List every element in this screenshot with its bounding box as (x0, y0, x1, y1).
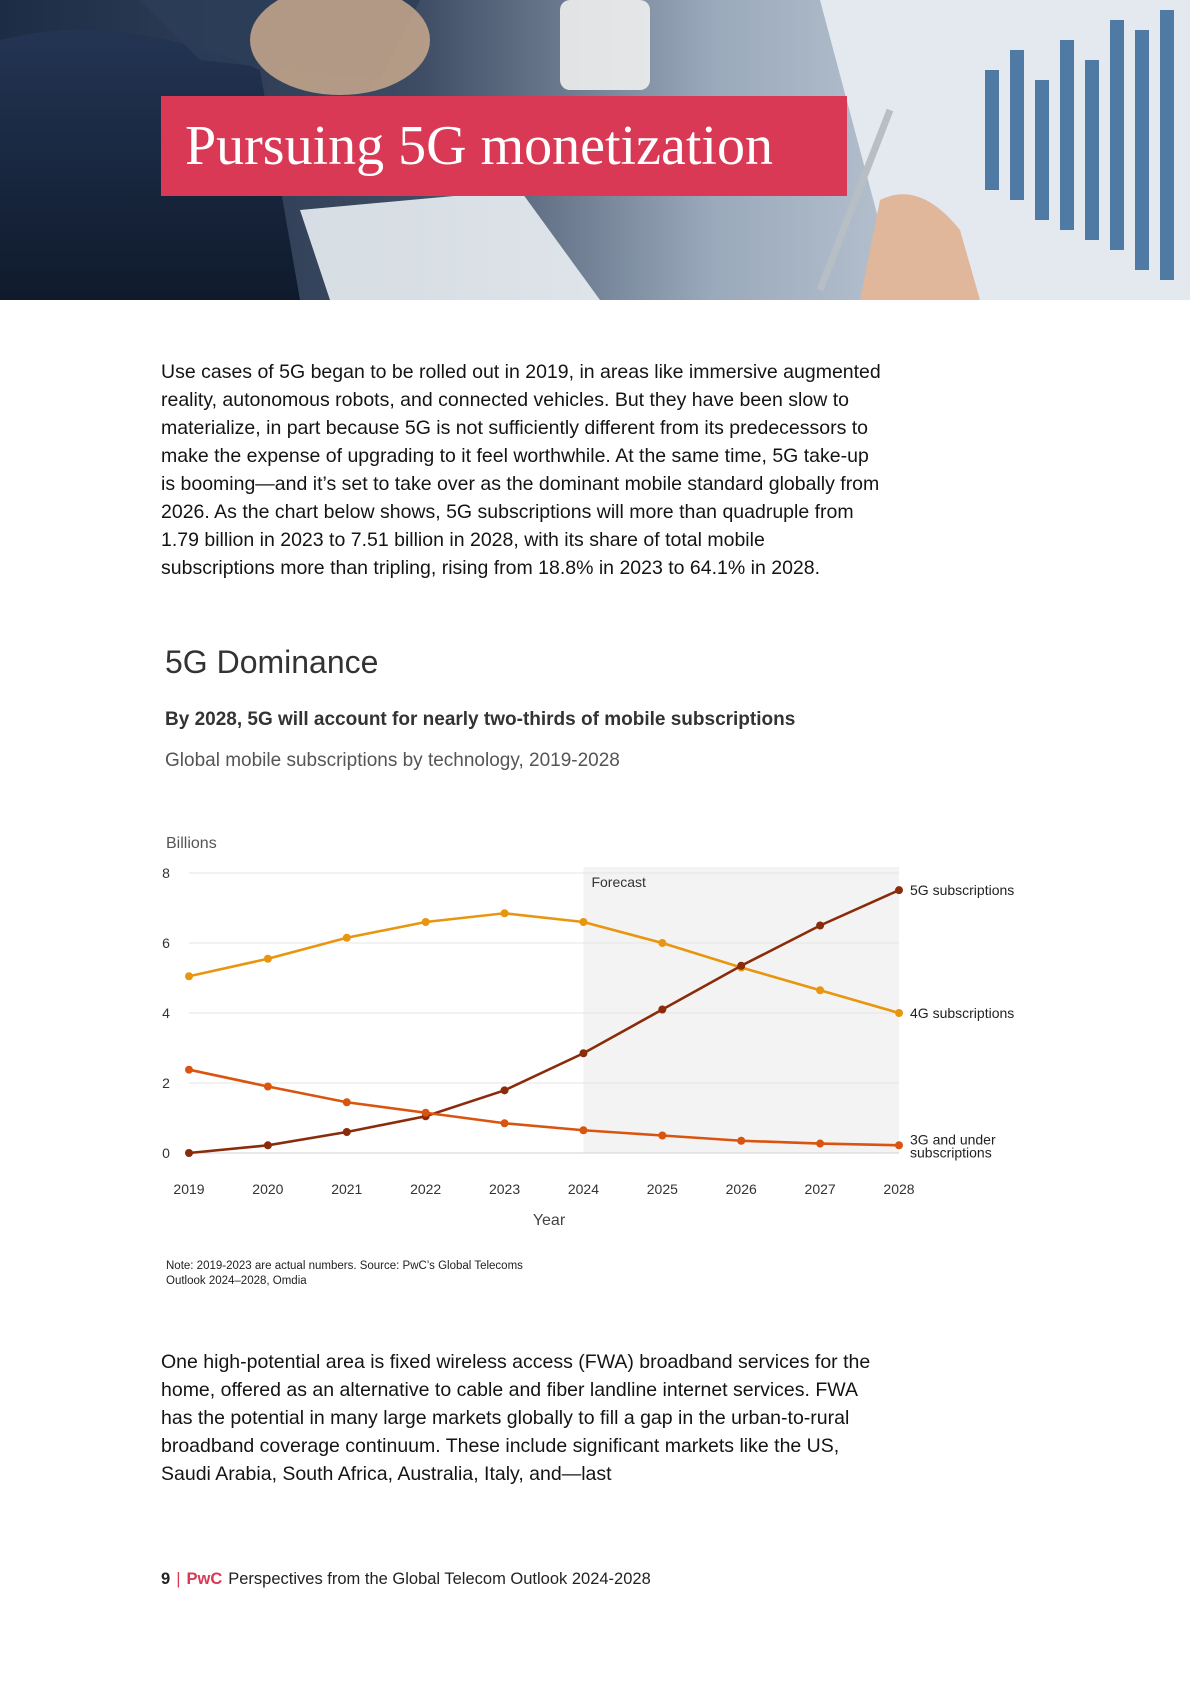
chart-caption: Global mobile subscriptions by technology, 2019-2028 (165, 750, 620, 771)
y-axis-label: Billions (166, 835, 217, 852)
x-tick-label: 2023 (488, 1181, 521, 1197)
x-tick-label: 2028 (883, 1181, 915, 1197)
x-tick-label: 2021 (331, 1181, 363, 1197)
3g-and-under-subscriptions-point (737, 1137, 745, 1145)
3g-and-under-subscriptions-label: 3G and under (910, 1131, 996, 1148)
x-tick-label: 2027 (804, 1181, 836, 1197)
x-tick-label: 2024 (567, 1181, 600, 1197)
5g-subscriptions-point (501, 1086, 509, 1094)
x-tick-label: 2019 (173, 1181, 205, 1197)
3g-and-under-subscriptions-point (501, 1119, 509, 1127)
footer-brand: PwC (186, 1570, 223, 1588)
page-title: Pursuing 5G monetization (185, 115, 773, 177)
chart-heading: 5G Dominance (165, 644, 379, 680)
forecast-region (583, 867, 899, 1153)
y-tick-label: 8 (162, 865, 170, 881)
4g-subscriptions-point (895, 1009, 903, 1017)
5g-subscriptions-point (816, 922, 824, 930)
4g-subscriptions-point (816, 986, 824, 994)
chart-subtitle: By 2028, 5G will account for nearly two-thirds of mobile subscriptions (165, 709, 796, 730)
page-number: 9 (161, 1570, 171, 1588)
3g-and-under-subscriptions-point (895, 1141, 903, 1149)
x-axis-label: Year (532, 1212, 566, 1229)
3g-and-under-subscriptions-point (264, 1083, 272, 1091)
y-tick-label: 4 (162, 1005, 170, 1021)
4g-subscriptions-point (422, 918, 430, 926)
4g-subscriptions-point (658, 939, 666, 947)
intro-paragraph: Use cases of 5G began to be rolled out in 2019, in areas like immersive augmented reality, autonomous robots, and connected vehicles. But they have been slow to materialize, in part because 5G is not sufficiently different from its predecessors to make the expense of upgrading to it feel worthwhile. At the same time, 5G take-up is booming—and it’s set to take over as the dominant mobile standard globally from 2026. As the chart below shows, 5G subscriptions will more than quadruple from 1.79 billion in 2023 to 7.51 billion in 2028, with its share of total mobile subscriptions more than tripling, rising from 18.8% in 2023 to 64.1% in 2028. (161, 361, 881, 579)
subscriptions-chart (160, 830, 1060, 1250)
5g-subscriptions-point (264, 1141, 272, 1149)
y-tick-label: 2 (162, 1075, 170, 1091)
5g-subscriptions-point (185, 1149, 193, 1157)
5g-subscriptions-label: 5G subscriptions (910, 882, 1015, 899)
3g-and-under-subscriptions-point (579, 1126, 587, 1134)
3g-and-under-subscriptions-label-cont: subscriptions (910, 1144, 992, 1161)
x-tick-label: 2025 (646, 1181, 678, 1197)
4g-subscriptions-point (185, 972, 193, 980)
hero-banner (0, 0, 1190, 300)
y-tick-label: 0 (162, 1145, 170, 1161)
3g-and-under-subscriptions-point (422, 1109, 430, 1117)
footer-publication: Perspectives from the Global Telecom Outlook 2024-2028 (228, 1570, 651, 1588)
4g-subscriptions-label: 4G subscriptions (910, 1005, 1015, 1021)
x-tick-label: 2022 (410, 1181, 442, 1197)
4g-subscriptions-point (343, 934, 351, 942)
4g-subscriptions-point (501, 909, 509, 917)
forecast-label: Forecast (591, 874, 646, 890)
page-footer (161, 1570, 651, 1589)
y-tick-label: 6 (162, 935, 170, 951)
5g-subscriptions-point (343, 1128, 351, 1136)
3g-and-under-subscriptions-point (343, 1098, 351, 1106)
3g-and-under-subscriptions-point (185, 1066, 193, 1074)
4g-subscriptions-point (579, 918, 587, 926)
5g-subscriptions-point (895, 886, 903, 894)
5g-subscriptions-point (737, 962, 745, 970)
footer-separator: | (176, 1570, 181, 1588)
fwa-paragraph: One high-potential area is fixed wireless access (FWA) broadband services for the home, offered as an alternative to cable and fiber landline internet services. FWA has the potential in many large markets globally to fill a gap in the urban-to-rural broadband coverage continuum. These include significant markets like the US, Saudi Arabia, South Africa, Australia, Italy, and—last (161, 1351, 871, 1485)
4g-subscriptions-point (264, 955, 272, 963)
x-tick-label: 2020 (252, 1181, 284, 1197)
line-chart-svg (160, 830, 1060, 1250)
5g-subscriptions-point (579, 1049, 587, 1057)
5g-subscriptions-point (658, 1006, 666, 1014)
3g-and-under-subscriptions-point (816, 1140, 824, 1148)
3g-and-under-subscriptions-point (658, 1132, 666, 1140)
x-tick-label: 2026 (725, 1181, 757, 1197)
chart-note: Note: 2019-2023 are actual numbers. Source: PwC’s Global Telecoms Outlook 2024–2028, Omdia (166, 1260, 523, 1287)
title-box (161, 96, 847, 196)
